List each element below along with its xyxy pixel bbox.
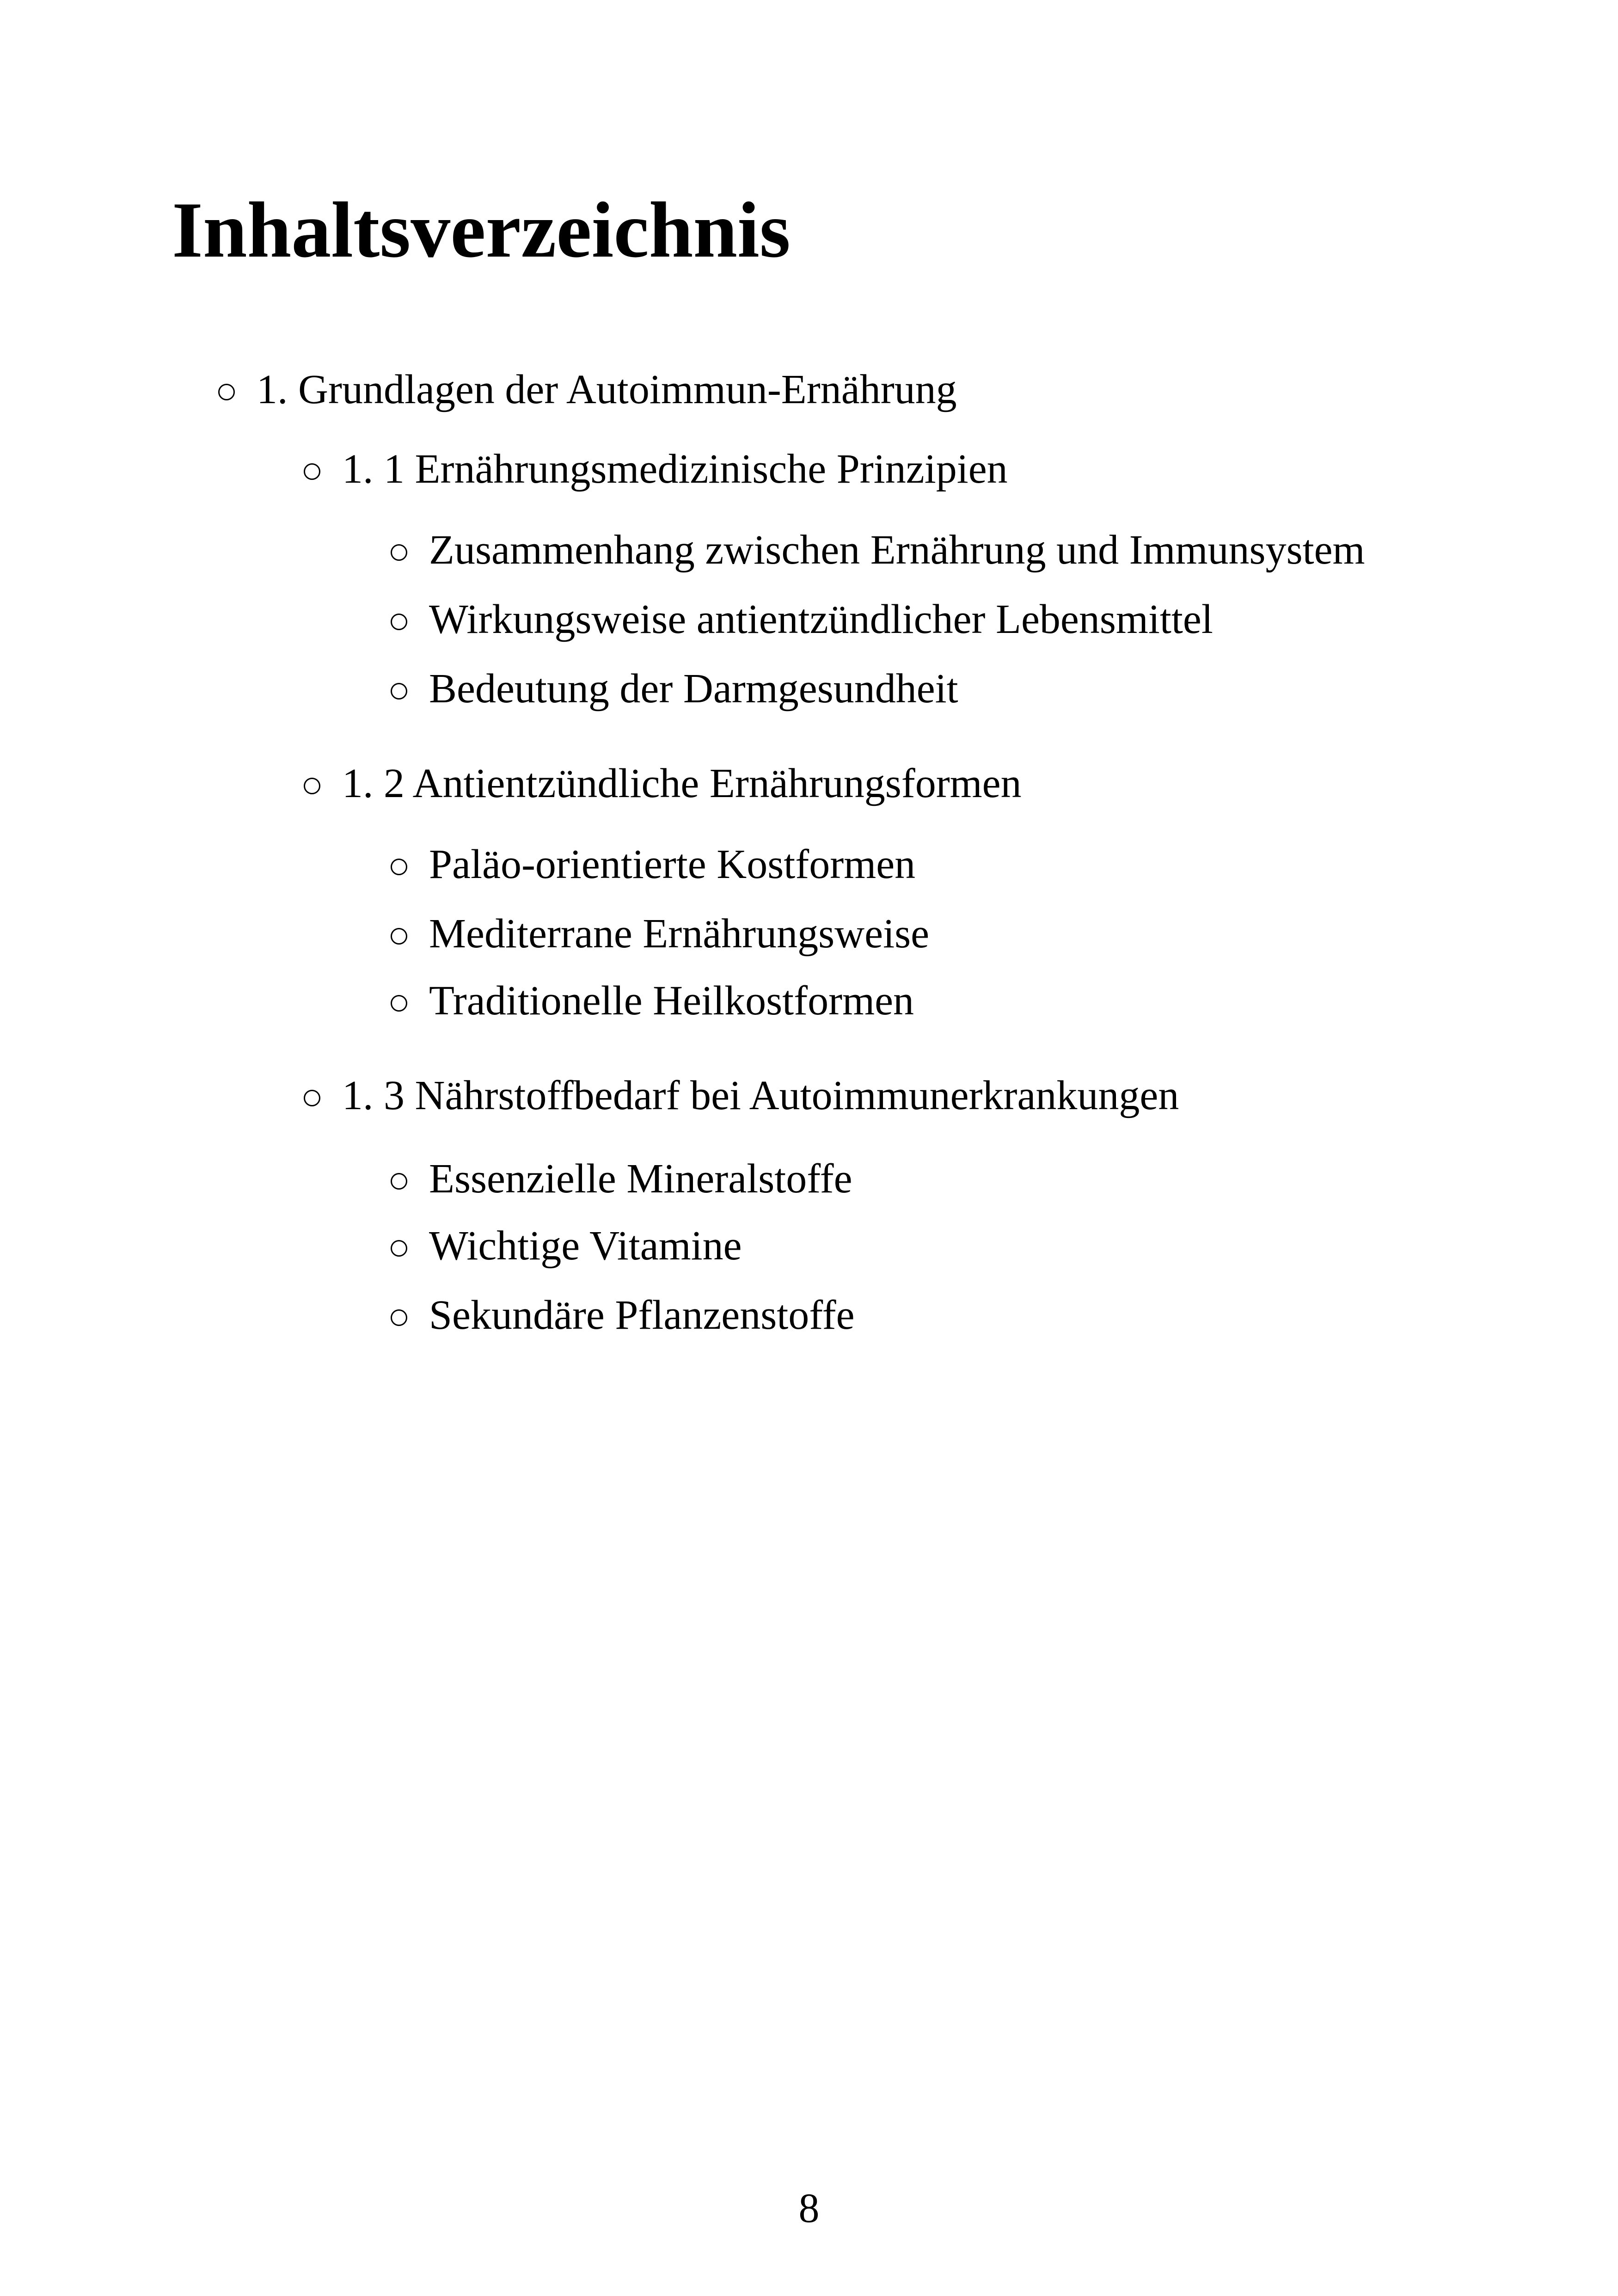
- circle-bullet-icon: [304, 778, 320, 794]
- circle-bullet-icon: [391, 859, 407, 875]
- toc-item: [0, 1290, 1618, 1341]
- toc-item: [0, 909, 1618, 959]
- toc-item: [0, 525, 1618, 576]
- circle-bullet-icon: [218, 384, 235, 400]
- toc-item: [0, 1154, 1618, 1204]
- toc-item-label: Bedeutung der Darmgesundheit: [429, 666, 958, 712]
- circle-bullet-icon: [391, 614, 407, 630]
- page-number: 8: [798, 2185, 820, 2231]
- toc-item: [0, 839, 1618, 890]
- page-title: Inhaltsverzeichnis: [172, 186, 791, 274]
- circle-bullet-icon: [304, 463, 320, 480]
- toc-subsection-label: 1. 2 Antientzündliche Ernährungsformen: [342, 761, 1022, 806]
- circle-bullet-icon: [391, 683, 407, 700]
- toc-item-label: Wirkungsweise antientzündlicher Lebensmittel: [429, 596, 1213, 642]
- toc-subsection: [0, 1070, 1618, 1121]
- circle-bullet-icon: [391, 1173, 407, 1190]
- toc-subsection: [0, 758, 1618, 809]
- toc-item-label: Wichtige Vitamine: [429, 1223, 742, 1269]
- toc-item-label: Essenzielle Mineralstoffe: [429, 1156, 852, 1202]
- circle-bullet-icon: [391, 1309, 407, 1326]
- toc-item-label: Traditionelle Heilkostformen: [429, 978, 914, 1024]
- toc-item: [0, 976, 1618, 1026]
- toc-chapter: [0, 364, 1618, 415]
- toc-item-label: Zusammenhang zwischen Ernährung und Immunsystem: [429, 527, 1365, 573]
- toc-item-label: Sekundäre Pflanzenstoffe: [429, 1292, 855, 1338]
- toc-item: [0, 663, 1618, 714]
- toc-chapter-label: 1. Grundlagen der Autoimmun-Ernährung: [257, 367, 957, 412]
- toc-item: [0, 1221, 1618, 1271]
- toc-subsection-label: 1. 1 Ernährungsmedizinische Prinzipien: [342, 446, 1008, 492]
- circle-bullet-icon: [391, 544, 407, 561]
- circle-bullet-icon: [391, 995, 407, 1012]
- toc-item: [0, 594, 1618, 645]
- circle-bullet-icon: [391, 928, 407, 945]
- toc-item-label: Paläo-orientierte Kostformen: [429, 841, 916, 887]
- toc-item-label: Mediterrane Ernährungsweise: [429, 911, 930, 957]
- circle-bullet-icon: [304, 1090, 320, 1106]
- toc-subsection-label: 1. 3 Nährstoffbedarf bei Autoimmunerkrankungen: [342, 1073, 1179, 1118]
- circle-bullet-icon: [391, 1240, 407, 1257]
- toc-subsection: [0, 444, 1618, 495]
